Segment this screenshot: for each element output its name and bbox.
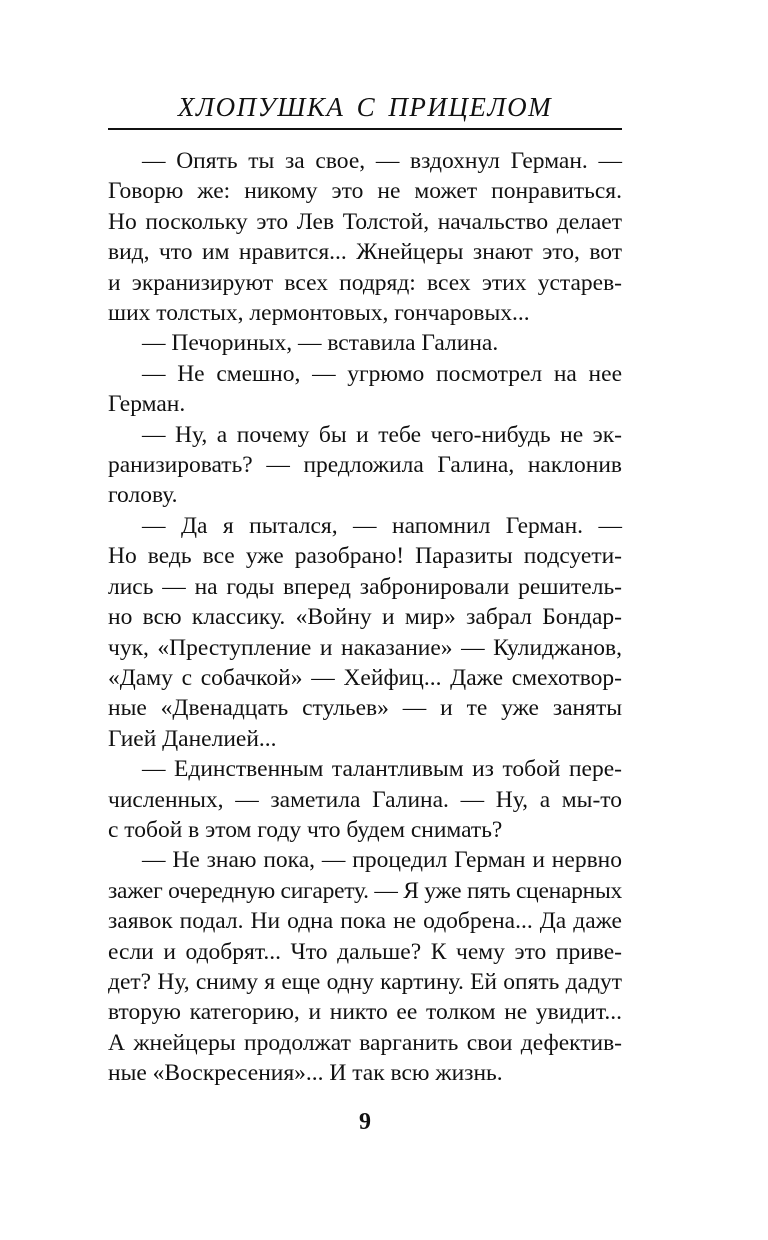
text-line: А жнейцеры продолжат варганить свои дефектив- (108, 1029, 622, 1056)
text-line: Говорю же: никому это не может понравиться. (108, 178, 622, 205)
text-line: Гией Данелией... (108, 725, 277, 752)
text-line: и экранизируют всех подряд: всех этих устарев- (108, 269, 622, 296)
text-line: ших толстых, лермонтовых, гончаровых... (108, 300, 530, 327)
text-line: Герман. (108, 391, 186, 418)
text-line: — Опять ты за свое, — вздохнул Герман. — (142, 148, 622, 174)
text-line: — Единственным талантливым из тобой пере- (142, 756, 622, 783)
text-column (108, 146, 622, 1089)
text-line: численных, — заметила Галина. — Ну, а мы-то (108, 786, 622, 813)
text-line: ранизировать? — предложила Галина, наклонив (108, 452, 622, 479)
text-line: — Не смешно, — угрюмо посмотрел на нее (142, 360, 622, 387)
text-line: ные «Двенадцать стульев» — и те уже заняты (108, 695, 622, 722)
text-line: Но ведь все уже разобрано! Паразиты подсуети- (108, 543, 622, 570)
running-head: ХЛОПУШКА С ПРИЦЕЛОМ (177, 92, 553, 122)
body-text (108, 146, 622, 1089)
text-line: ные «Воскресения»... И так всю жизнь. (108, 1060, 503, 1087)
text-line: — Да я пытался, — напомнил Герман. — (142, 512, 622, 539)
text-line: с тобой в этом году что будем снимать? (108, 816, 503, 843)
text-line: вид, что им нравится... Жнейцеры знают это, вот (108, 239, 622, 266)
text-line: вторую категорию, и никто ее толком не увидит... (108, 999, 622, 1026)
text-line: дет? Ну, сниму я еще одну картину. Ей опять дадут (108, 968, 622, 995)
text-line: заявок подал. Ни одна пока не одобрена... Да даже (108, 908, 622, 935)
text-line: Но поскольку это Лев Толстой, начальство делает (108, 208, 622, 235)
text-line: голову. (108, 482, 178, 509)
page-number: 9 (359, 1109, 371, 1135)
text-line: если и одобрят... Что дальше? К чему это приве- (108, 938, 622, 965)
text-line: — Печориных, — вставила Галина. (142, 330, 499, 357)
text-line: лись — на годы вперед забронировали решитель- (108, 573, 622, 600)
text-line: зажег очередную сигарету. — Я уже пять сценарных (108, 877, 622, 904)
header-rule (108, 128, 622, 130)
text-line: но всю классику. «Войну и мир» забрал Бондар- (108, 604, 622, 631)
text-line: — Ну, а почему бы и тебе чего-нибудь не эк- (142, 421, 622, 448)
text-line: — Не знаю пока, — процедил Герман и нервно (142, 847, 622, 874)
text-line: чук, «Преступление и наказание» — Кулиджанов, (108, 634, 622, 661)
text-line: «Даму с собачкой» — Хейфиц... Даже смехотвор- (108, 664, 622, 691)
